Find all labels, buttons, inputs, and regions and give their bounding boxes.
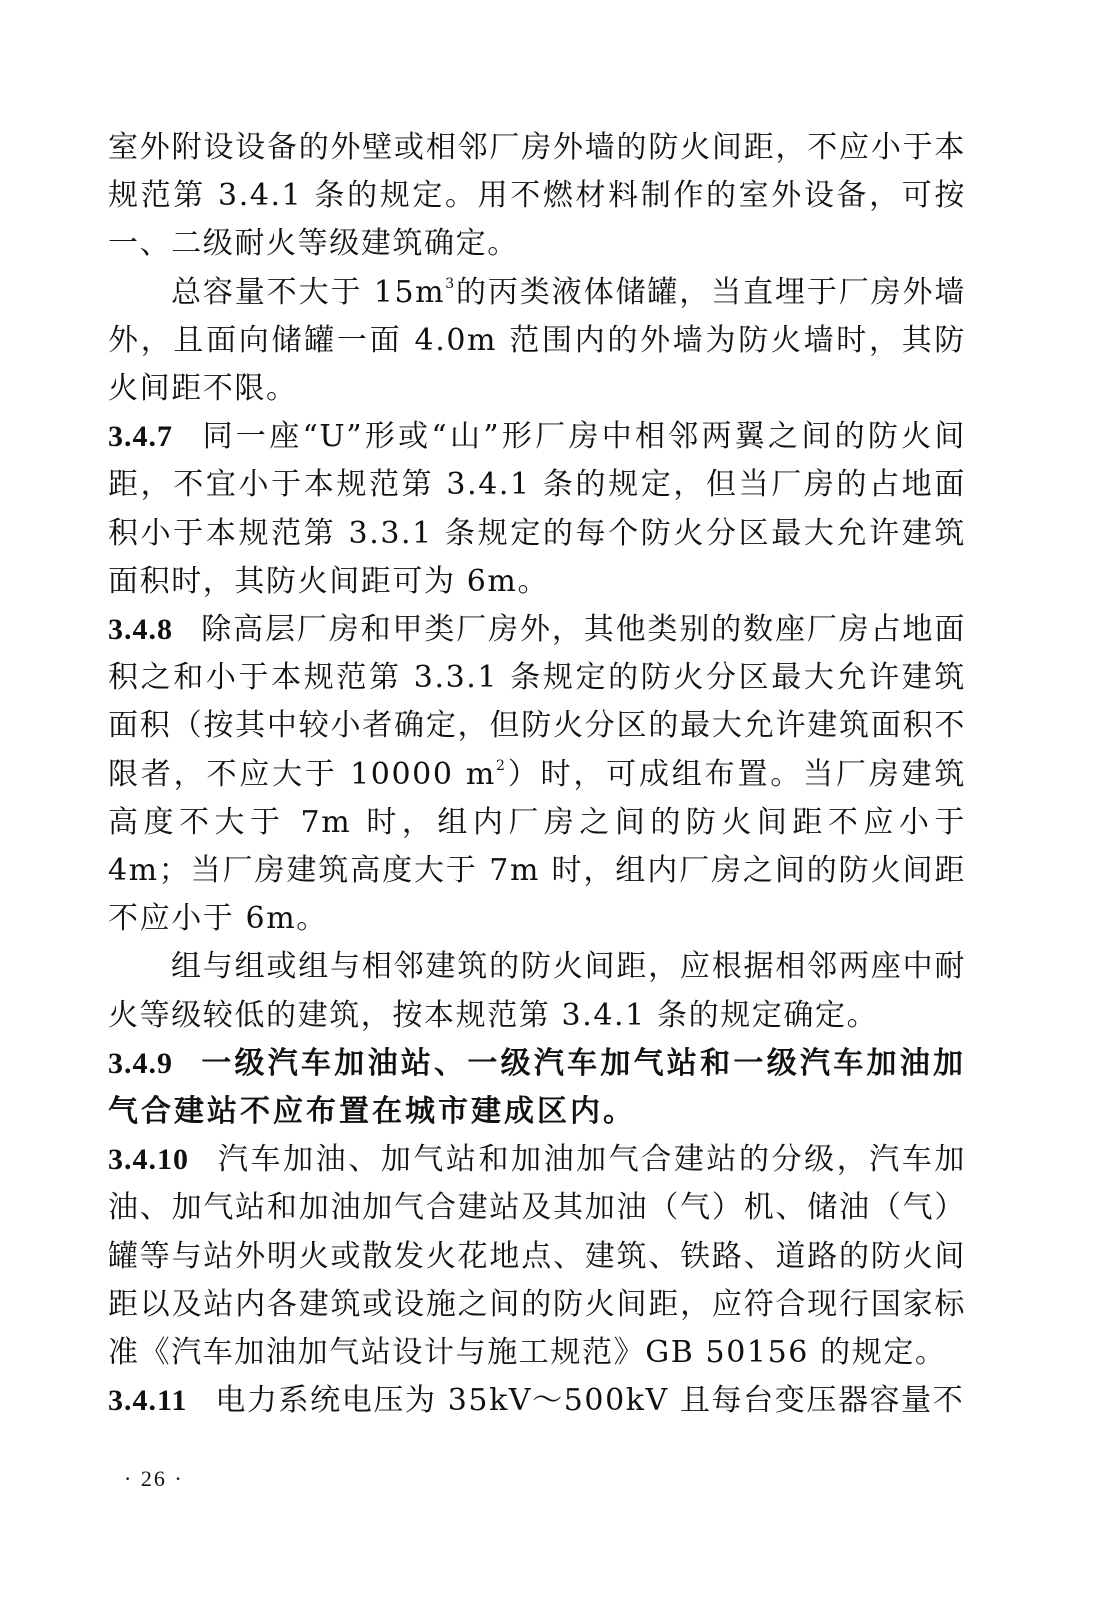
clause-3-4-10 [108, 1136, 966, 1377]
clause-3-4-9 [108, 1040, 966, 1136]
paragraph-text-start: 总容量不大于 15m [171, 274, 446, 310]
paragraph-text-end: 的丙类液体储罐，当直埋于厂房外墙外，且面向储罐一面 4.0m 范围内的外墙为防火墙时，其防火间距不限。 [108, 274, 966, 407]
superscript-squared: 2 [495, 757, 507, 774]
clause-3-4-7 [108, 413, 966, 606]
clause-text-start: 除高层厂房和甲类厂房外，其他类别的数座厂房占地面积之和小于本规范第 3.3.1 条规定的防火分区最大允许建筑面积（按其中较小者确定，但防火分区的最大允许建筑面积不限者，不应大于 10000 m [108, 612, 966, 792]
paragraph-group-spacing [108, 943, 966, 1039]
paragraph-equipment-spacing [108, 124, 966, 269]
clause-text-end: ）时，可成组布置。当厂房建筑高度不大于 7m 时，组内厂房之间的防火间距不应小于 4m；当厂房建筑高度大于 7m 时，组内厂房之间的防火间距不应小于 6m。 [108, 756, 966, 937]
clause-number: 3.4.8 [108, 613, 173, 647]
clause-text-mandatory: 一级汽车加油站、一级汽车加气站和一级汽车加油加气合建站不应布置在城市建成区内。 [108, 1045, 966, 1130]
paragraph-text: 室外附设设备的外壁或相邻厂房外墙的防火间距，不应小于本规范第 3.4.1 条的规定。用不燃材料制作的室外设备，可按一、二级耐火等级建筑确定。 [108, 130, 966, 262]
clause-number: 3.4.10 [108, 1143, 189, 1177]
clause-text: 汽车加油、加气站和加油加气合建站的分级，汽车加油、加气站和加油加气合建站及其加油（气）机、储油（气）罐等与站外明火或散发火花地点、建筑、铁路、道路的防火间距以及站内各建筑或设施之间的防火间距，应符合现行国家标准《汽车加油加气站设计与施工规范》GB 50156 的规定。 [108, 1142, 966, 1371]
clause-number: 3.4.7 [108, 420, 173, 454]
clause-number: 3.4.9 [108, 1046, 173, 1080]
superscript-cubed: 3 [445, 275, 456, 292]
paragraph-text: 组与组或组与相邻建筑的防火间距，应根据相邻两座中耐火等级较低的建筑，按本规范第 3.4.1 条的规定确定。 [108, 949, 966, 1033]
document-page [108, 124, 966, 1425]
clause-text: 同一座“U”形或“山”形厂房中相邻两翼之间的防火间距，不宜小于本规范第 3.4.1 条的规定，但当厂房的占地面积小于本规范第 3.3.1 条规定的每个防火分区最大允许建筑面积时，其防火间距可为 6m。 [108, 419, 966, 599]
paragraph-tank-spacing [108, 269, 966, 414]
page-number: · 26 · [124, 1466, 184, 1491]
clause-3-4-8 [108, 606, 966, 943]
clause-number: 3.4.11 [108, 1384, 188, 1418]
clause-3-4-11 [108, 1377, 966, 1425]
clause-text: 电力系统电压为 35kV～500kV 且每台变压器容量不 [215, 1383, 965, 1419]
